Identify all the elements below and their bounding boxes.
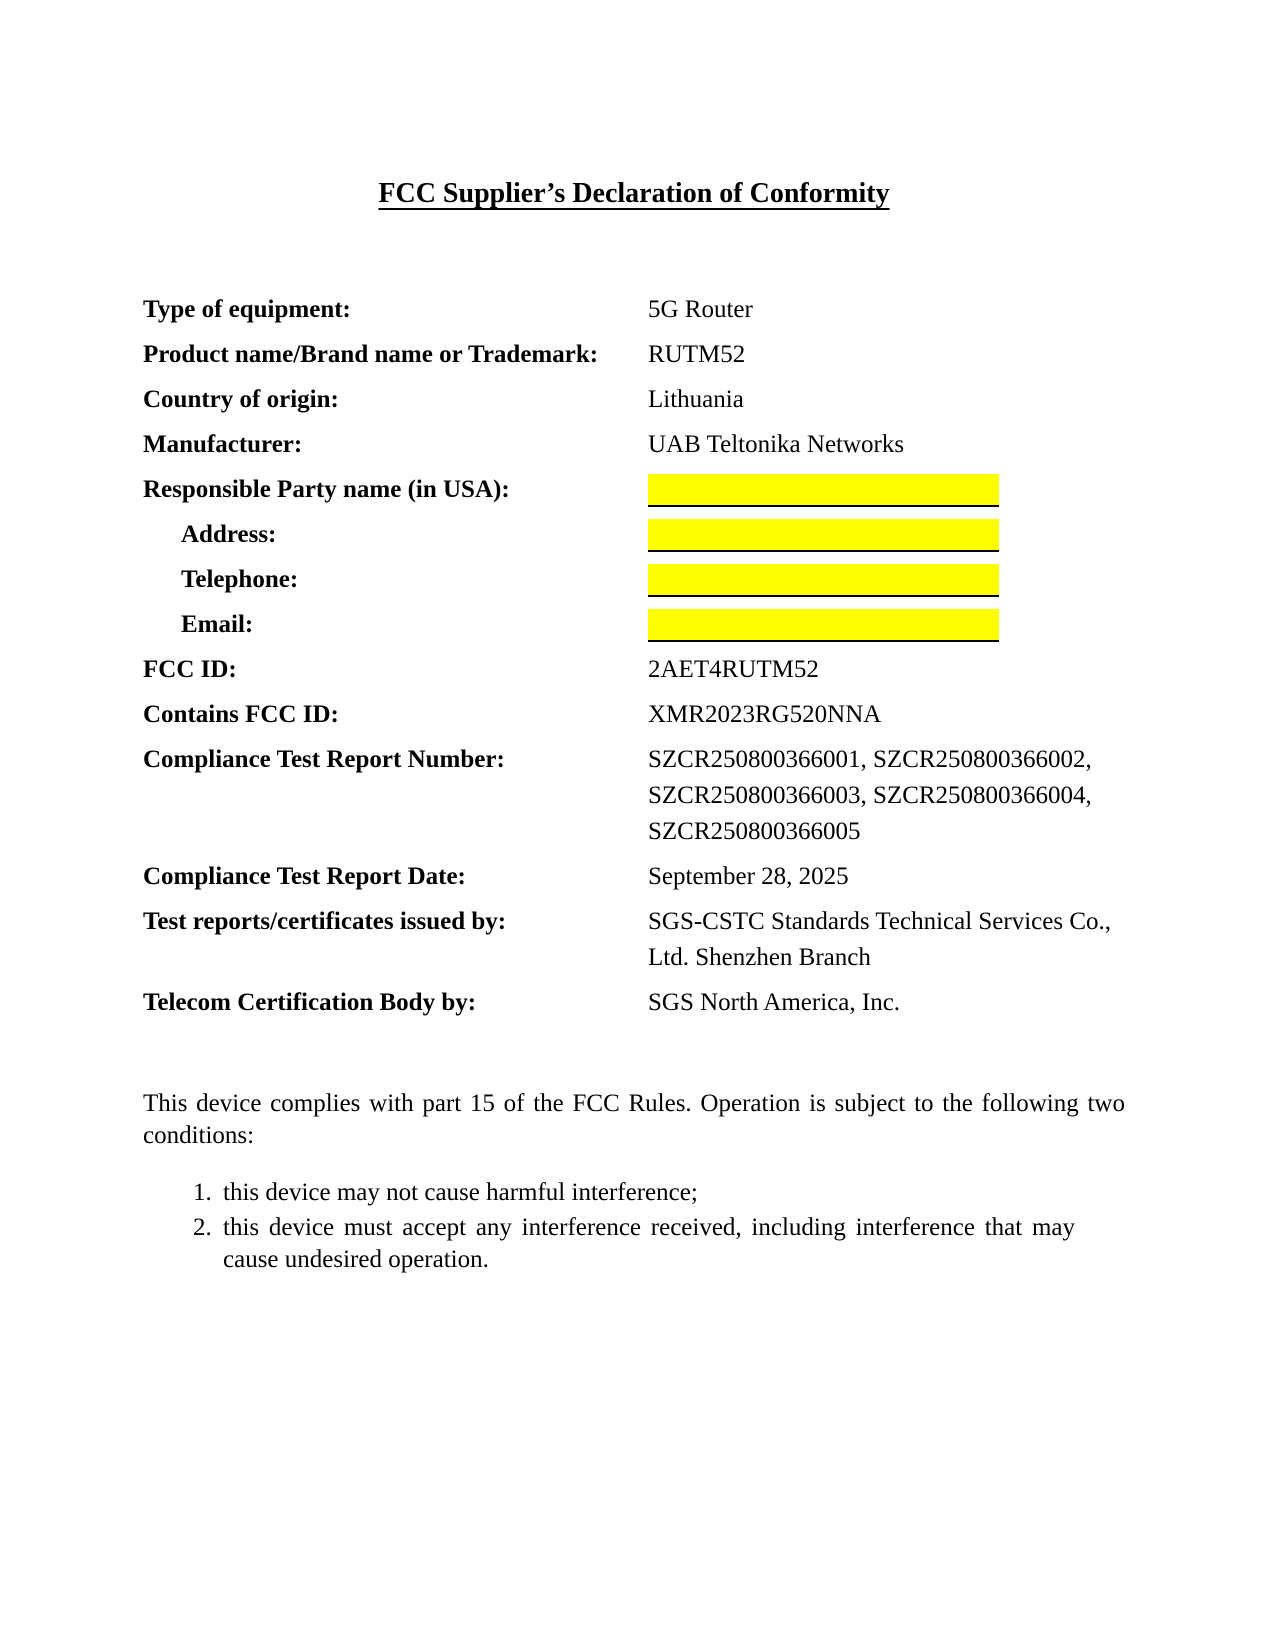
field-label: Telecom Certification Body by: — [143, 989, 477, 1016]
field-row-telecom-certification-body — [143, 985, 1125, 1021]
highlighted-blank-responsible-party — [648, 474, 999, 507]
field-value — [648, 607, 1125, 642]
field-value: 2AET4RUTM52 — [648, 656, 819, 683]
field-value — [648, 472, 1125, 507]
field-row-address — [143, 517, 1125, 553]
highlighted-blank-telephone — [648, 564, 999, 597]
field-label: Address: — [181, 521, 277, 548]
condition-number: 2. — [193, 1214, 212, 1241]
condition-text: this device may not cause harmful interference; — [223, 1179, 698, 1206]
field-row-manufacturer — [143, 427, 1125, 463]
field-label: Manufacturer: — [143, 431, 303, 458]
highlighted-blank-email — [648, 609, 999, 642]
field-row-type-of-equipment — [143, 292, 1125, 328]
field-row-telephone — [143, 562, 1125, 598]
field-label: Country of origin: — [143, 386, 339, 413]
field-row-email — [143, 607, 1125, 643]
field-value: September 28, 2025 — [648, 863, 849, 890]
field-label: Compliance Test Report Date: — [143, 863, 466, 890]
field-value: SGS-CSTC Standards Technical Services Co., Ltd. Shenzhen Branch — [648, 908, 1112, 971]
compliance-statement: This device complies with part 15 of the FCC Rules. Operation is subject to the following two conditions: — [143, 1090, 1125, 1149]
conditions-list — [143, 1177, 1125, 1276]
field-label: Responsible Party name (in USA): — [143, 476, 510, 503]
condition-item-1 — [193, 1177, 1125, 1209]
field-row-country-of-origin — [143, 382, 1125, 418]
field-value — [648, 562, 1125, 597]
field-label: Telephone: — [181, 566, 299, 593]
field-row-test-report-number — [143, 742, 1125, 850]
field-value — [648, 517, 1125, 552]
field-value: RUTM52 — [648, 341, 746, 368]
document-title — [143, 176, 1125, 212]
field-value: UAB Teltonika Networks — [648, 431, 905, 458]
field-label: Compliance Test Report Number: — [143, 746, 505, 773]
field-row-test-report-date — [143, 859, 1125, 895]
condition-text: this device must accept any interference received, including interference that may cause undesired operation. — [223, 1214, 1075, 1273]
field-row-issued-by — [143, 904, 1125, 976]
field-row-contains-fcc-id — [143, 697, 1125, 733]
field-value: SZCR250800366001, SZCR250800366002, SZCR250800366003, SZCR250800366004, SZCR250800366005 — [648, 746, 1092, 845]
field-value: 5G Router — [648, 296, 753, 323]
field-row-product-name — [143, 337, 1125, 373]
field-value: XMR2023RG520NNA — [648, 701, 882, 728]
field-label: Email: — [181, 611, 254, 638]
condition-number: 1. — [193, 1179, 212, 1206]
field-label: Product name/Brand name or Trademark: — [143, 341, 599, 368]
field-label: Type of equipment: — [143, 296, 351, 323]
field-row-responsible-party — [143, 472, 1125, 508]
condition-item-2 — [193, 1212, 1125, 1276]
declaration-fields — [143, 292, 1125, 1021]
field-value: Lithuania — [648, 386, 744, 413]
highlighted-blank-address — [648, 519, 999, 552]
document-title-text: FCC Supplier’s Declaration of Conformity — [378, 178, 890, 209]
field-row-fcc-id — [143, 652, 1125, 688]
field-value: SGS North America, Inc. — [648, 989, 901, 1016]
field-label: Contains FCC ID: — [143, 701, 339, 728]
field-label: FCC ID: — [143, 656, 237, 683]
field-label: Test reports/certificates issued by: — [143, 908, 507, 935]
